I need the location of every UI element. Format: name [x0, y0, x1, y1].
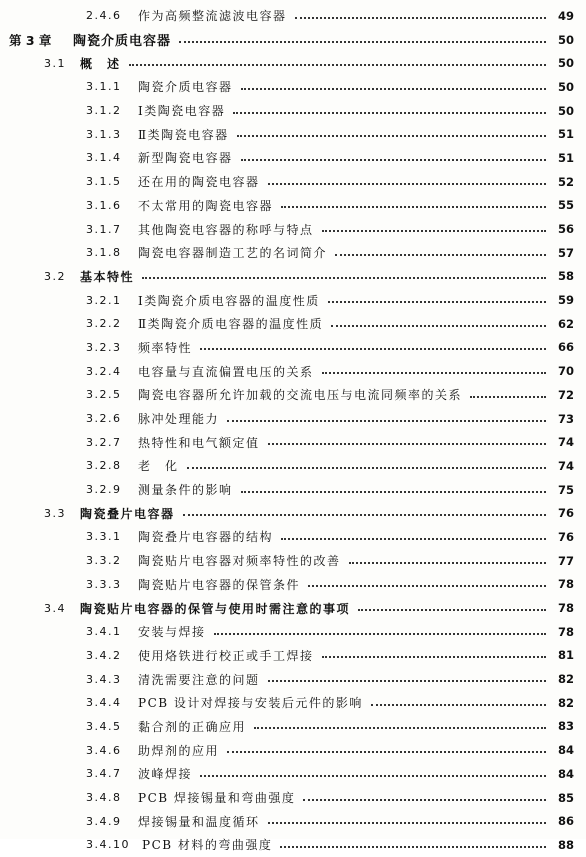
- toc-entry-title: 其他陶瓷电容器的称呼与特点: [138, 222, 314, 237]
- toc-entry-number: 3.2.2: [86, 317, 122, 331]
- toc-entry[interactable]: [0, 596, 586, 620]
- dot-leader: [470, 396, 546, 398]
- toc-entry[interactable]: [0, 336, 586, 360]
- toc-entry-title: 焊接锡量和温度循环: [138, 814, 260, 829]
- toc-entry[interactable]: [0, 146, 586, 170]
- dot-leader: [322, 230, 546, 232]
- toc-entry-title: PCB 材料的弯曲强度: [142, 838, 273, 853]
- dot-leader: [303, 799, 546, 801]
- toc-entry-page: 57: [557, 245, 574, 260]
- toc-entry-page: 76: [557, 529, 574, 544]
- toc-entry-title: 陶瓷叠片电容器: [80, 506, 175, 521]
- toc-entry[interactable]: [0, 122, 586, 146]
- toc-entry[interactable]: [0, 738, 586, 762]
- toc-entry-title: 使用烙铁进行校正或手工焊接: [138, 648, 314, 663]
- toc-entry-page: 82: [557, 695, 574, 710]
- dot-leader: [322, 656, 546, 658]
- toc-entry[interactable]: [0, 383, 586, 407]
- toc-entry[interactable]: [0, 715, 586, 739]
- toc-entry-number: 3.1.3: [86, 127, 122, 141]
- dot-leader: [322, 372, 546, 374]
- toc-entry-page: 84: [557, 766, 574, 781]
- toc-entry-page: 78: [557, 577, 574, 592]
- toc-entry-number: 3.1.2: [86, 104, 122, 118]
- toc-entry-title: 陶瓷贴片电容器对频率特性的改善: [138, 554, 341, 569]
- toc-entry-page: 77: [557, 553, 574, 568]
- toc-entry[interactable]: [0, 573, 586, 597]
- toc-entry-page: 85: [557, 790, 574, 805]
- dot-leader: [268, 822, 546, 824]
- toc-entry-page: 81: [557, 648, 574, 663]
- dot-leader: [179, 41, 546, 43]
- toc-entry-number: 3.1.5: [86, 175, 122, 189]
- toc-entry-title: 陶瓷介质电容器: [138, 80, 233, 95]
- toc-entry-number: 3.4.6: [86, 743, 122, 757]
- toc-entry-title: 概 述: [80, 56, 121, 71]
- toc-entry[interactable]: [0, 501, 586, 525]
- toc-entry[interactable]: [0, 359, 586, 383]
- toc-entry-number: 3.1.8: [86, 246, 122, 260]
- toc-entry-number: 3.2.8: [86, 459, 122, 473]
- toc-entry-title: 老 化: [138, 459, 179, 474]
- toc-entry-number: 3.3.1: [86, 530, 122, 544]
- toc-entry[interactable]: [0, 549, 586, 573]
- toc-entry[interactable]: [0, 644, 586, 668]
- toc-entry[interactable]: [0, 75, 586, 99]
- dot-leader: [254, 727, 546, 729]
- toc-entry[interactable]: [0, 525, 586, 549]
- toc-entry[interactable]: [0, 241, 586, 265]
- toc-entry-title: 陶瓷贴片电容器的保管与使用时需注意的事项: [80, 601, 351, 616]
- dot-leader: [183, 514, 546, 516]
- toc-entry[interactable]: [0, 454, 586, 478]
- toc-entry-title: 新型陶瓷电容器: [138, 151, 233, 166]
- toc-entry-page: 70: [557, 364, 574, 379]
- toc-entry-title: PCB 焊接锡量和弯曲强度: [138, 791, 296, 806]
- toc-entry[interactable]: [0, 99, 586, 123]
- dot-leader: [295, 17, 546, 19]
- toc-entry[interactable]: [0, 4, 586, 28]
- dot-leader: [268, 183, 546, 185]
- toc-entry-title: 清洗需要注意的问题: [138, 672, 260, 687]
- toc-entry-number: 3.4.4: [86, 696, 122, 710]
- toc-entry-number: 3.2.5: [86, 388, 122, 402]
- toc-entry-number: 3.4.7: [86, 767, 122, 781]
- toc-entry-page: 50: [557, 32, 574, 47]
- toc-entry-page: 76: [557, 506, 574, 521]
- toc-entry-page: 56: [557, 222, 574, 237]
- dot-leader: [358, 609, 546, 611]
- toc-entry-number: 3.2.6: [86, 412, 122, 426]
- dot-leader: [328, 301, 546, 303]
- toc-entry-number: 3.3: [44, 506, 66, 520]
- toc-entry-number: 3.4.5: [86, 719, 122, 733]
- dot-leader: [214, 633, 546, 635]
- toc-entry-title: 陶瓷电容器所允许加载的交流电压与电流同频率的关系: [138, 388, 463, 403]
- toc-entry-number: 3.3.2: [86, 554, 122, 568]
- toc-entry-page: 86: [557, 814, 574, 829]
- toc-entry[interactable]: [0, 691, 586, 715]
- toc-entry-page: 66: [557, 340, 574, 355]
- dot-leader: [268, 680, 546, 682]
- toc-entry-title: 助焊剂的应用: [138, 743, 220, 758]
- toc-entry-page: 88: [557, 837, 574, 852]
- toc-entry-number: 第 3 章: [9, 32, 52, 48]
- toc-entry-number: 2.4.6: [86, 9, 122, 23]
- toc-entry-page: 50: [557, 103, 574, 118]
- toc-entry[interactable]: [0, 170, 586, 194]
- toc-entry-page: 78: [557, 624, 574, 639]
- toc-entry-page: 82: [557, 672, 574, 687]
- dot-leader: [233, 112, 546, 114]
- toc-entry-page: 83: [557, 719, 574, 734]
- dot-leader: [227, 420, 546, 422]
- toc-entry-number: 3.2.4: [86, 364, 122, 378]
- toc-entry[interactable]: [0, 430, 586, 454]
- dot-leader: [237, 135, 546, 137]
- toc-entry-number: 3.4: [44, 601, 66, 615]
- toc-entry-number: 3.1.4: [86, 151, 122, 165]
- toc-entry-number: 3.3.3: [86, 577, 122, 591]
- toc-entry-title: 波峰焊接: [138, 767, 193, 782]
- toc-entry[interactable]: [0, 51, 586, 75]
- dot-leader: [371, 704, 546, 706]
- toc-entry-title: 频率特性: [138, 340, 193, 355]
- toc-entry[interactable]: [0, 786, 586, 810]
- toc-entry[interactable]: [0, 620, 586, 644]
- toc-entry-page: 51: [557, 127, 574, 142]
- toc-entry[interactable]: [0, 407, 586, 431]
- toc-entry[interactable]: [0, 28, 586, 52]
- toc-entry-number: 3.2.1: [86, 293, 122, 307]
- toc-entry-page: 84: [557, 743, 574, 758]
- toc-entry-page: 74: [557, 435, 574, 450]
- dot-leader: [241, 159, 546, 161]
- table-of-contents: [0, 4, 586, 857]
- dot-leader: [200, 348, 546, 350]
- toc-entry-title: Ⅰ类陶瓷电容器: [138, 104, 226, 119]
- toc-entry-title: 黏合剂的正确应用: [138, 719, 247, 734]
- toc-entry-number: 3.4.8: [86, 791, 122, 805]
- toc-entry-title: Ⅱ类陶瓷电容器: [138, 127, 229, 142]
- toc-entry-page: 58: [557, 269, 574, 284]
- toc-entry-number: 3.4.9: [86, 814, 122, 828]
- toc-entry-number: 3.2: [44, 269, 66, 283]
- dot-leader: [281, 538, 546, 540]
- dot-leader: [241, 88, 546, 90]
- toc-entry[interactable]: [0, 288, 586, 312]
- dot-leader: [280, 846, 546, 848]
- toc-entry-page: 78: [557, 601, 574, 616]
- toc-entry-page: 75: [557, 482, 574, 497]
- toc-entry-page: 51: [557, 150, 574, 165]
- toc-entry-page: 59: [557, 293, 574, 308]
- dot-leader: [129, 64, 546, 66]
- toc-entry-title: 脉冲处理能力: [138, 412, 220, 427]
- toc-entry[interactable]: [0, 265, 586, 289]
- toc-entry-page: 50: [557, 56, 574, 71]
- toc-entry[interactable]: [0, 833, 586, 857]
- dot-leader: [200, 775, 546, 777]
- toc-entry-number: 3.4.10: [86, 838, 130, 852]
- toc-entry-title: 测量条件的影响: [138, 483, 233, 498]
- toc-entry-number: 3.4.3: [86, 672, 122, 686]
- toc-entry-title: 还在用的陶瓷电容器: [138, 175, 260, 190]
- toc-entry[interactable]: [0, 762, 586, 786]
- toc-entry-number: 3.2.9: [86, 483, 122, 497]
- toc-entry-title: 不太常用的陶瓷电容器: [138, 198, 274, 213]
- toc-entry-page: 55: [557, 198, 574, 213]
- toc-entry-title: 作为高频整流滤波电容器: [138, 9, 287, 24]
- dot-leader: [281, 206, 546, 208]
- toc-entry-title: 陶瓷电容器制造工艺的名词简介: [138, 246, 328, 261]
- dot-leader: [335, 254, 546, 256]
- toc-entry-number: 3.1.7: [86, 222, 122, 236]
- toc-entry-title: Ⅰ类陶瓷介质电容器的温度性质: [138, 293, 320, 308]
- toc-entry-title: 电容量与直流偏置电压的关系: [138, 364, 314, 379]
- toc-entry-title: 陶瓷介质电容器: [73, 34, 172, 50]
- dot-leader: [268, 443, 546, 445]
- dot-leader: [227, 751, 546, 753]
- dot-leader: [142, 277, 546, 279]
- toc-entry[interactable]: [0, 667, 586, 691]
- toc-entry-page: 72: [557, 387, 574, 402]
- toc-entry[interactable]: [0, 312, 586, 336]
- toc-entry[interactable]: [0, 809, 586, 833]
- dot-leader: [331, 325, 546, 327]
- toc-entry-page: 74: [557, 458, 574, 473]
- dot-leader: [187, 467, 546, 469]
- toc-entry[interactable]: [0, 194, 586, 218]
- toc-entry-page: 73: [557, 411, 574, 426]
- toc-entry-title: 陶瓷贴片电容器的保管条件: [138, 577, 301, 592]
- dot-leader: [349, 562, 546, 564]
- toc-entry-number: 3.4.2: [86, 648, 122, 662]
- toc-entry-number: 3.1: [44, 56, 66, 70]
- toc-entry-number: 3.1.6: [86, 198, 122, 212]
- toc-entry-title: 陶瓷叠片电容器的结构: [138, 530, 274, 545]
- toc-entry[interactable]: [0, 217, 586, 241]
- toc-entry-page: 49: [557, 8, 574, 23]
- toc-entry-number: 3.2.7: [86, 435, 122, 449]
- toc-entry-number: 3.2.3: [86, 340, 122, 354]
- toc-entry-page: 52: [557, 174, 574, 189]
- toc-entry-title: 热特性和电气额定值: [138, 435, 260, 450]
- toc-entry-title: PCB 设计对焊接与安装后元件的影响: [138, 696, 363, 711]
- toc-entry-number: 3.4.1: [86, 625, 122, 639]
- toc-entry-page: 62: [557, 316, 574, 331]
- toc-entry-page: 50: [557, 79, 574, 94]
- dot-leader: [241, 491, 546, 493]
- toc-entry-title: 安装与焊接: [138, 625, 206, 640]
- dot-leader: [308, 585, 546, 587]
- toc-entry-title: 基本特性: [80, 269, 135, 284]
- toc-entry-title: Ⅱ类陶瓷介质电容器的温度性质: [138, 317, 324, 332]
- toc-entry[interactable]: [0, 478, 586, 502]
- toc-entry-number: 3.1.1: [86, 80, 122, 94]
